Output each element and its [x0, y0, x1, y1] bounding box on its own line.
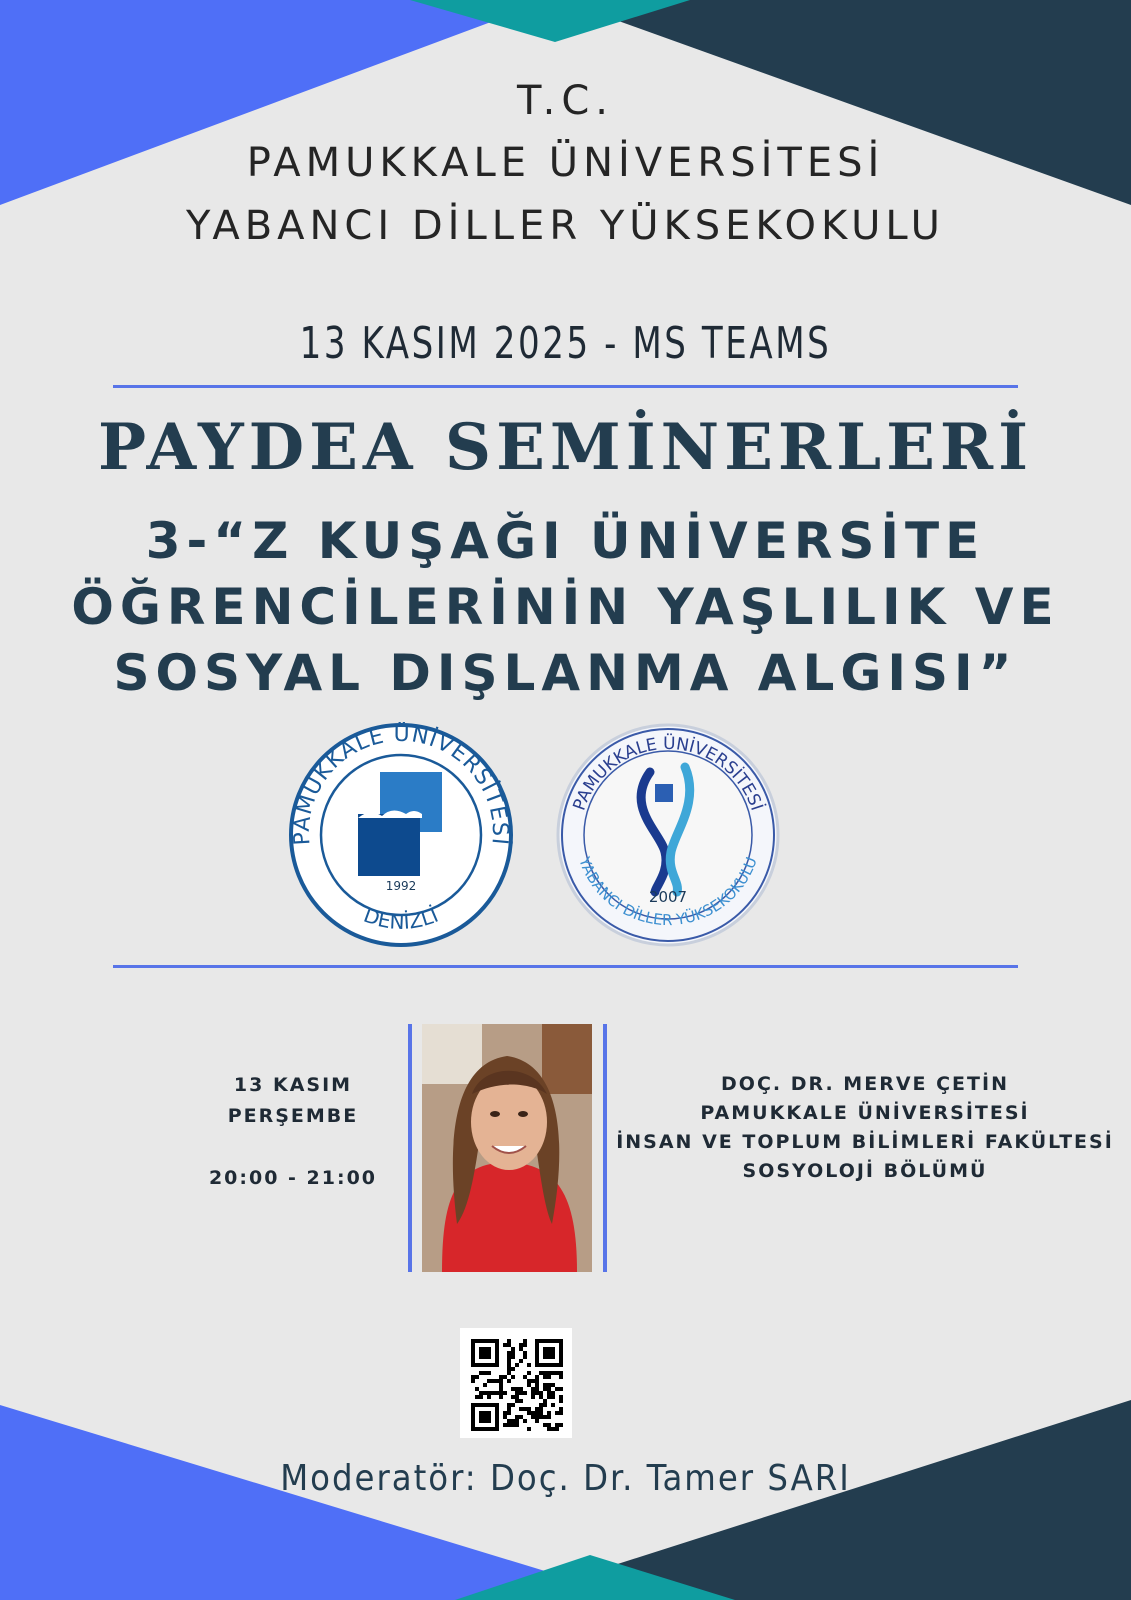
logo1-year: 1992	[385, 879, 417, 893]
speaker-block	[615, 1070, 1115, 1186]
logo2-year: 2007	[648, 888, 688, 906]
schedule-block	[188, 1070, 398, 1194]
schedule-day: 13 KASIM	[233, 1074, 353, 1096]
series-title: PAYDEA SEMİNERLERİ	[98, 410, 1033, 485]
header-school: YABANCI DİLLER YÜKSEKOKULU	[186, 203, 945, 249]
logo1-ring-text: PAMUKKALE ÜNİVERSİTESİ	[289, 722, 513, 847]
speaker-name: DOÇ. DR. MERVE ÇETİN	[721, 1073, 1009, 1095]
schedule-weekday: PERŞEMBE	[227, 1105, 359, 1127]
divider-bottom	[113, 965, 1018, 968]
speaker-university: PAMUKKALE ÜNİVERSİTESİ	[700, 1102, 1030, 1124]
header-university: PAMUKKALE ÜNİVERSİTESİ	[246, 140, 885, 186]
seminar-title-line-1: 3-“Z KUŞAĞI ÜNİVERSİTE	[145, 512, 986, 570]
schedule-time: 20:00 - 21:00	[208, 1167, 378, 1189]
divider-top	[113, 385, 1018, 388]
logo2-ring-top: PAMUKKALE ÜNİVERSİTESİ	[569, 733, 767, 814]
speaker-photo	[422, 1024, 592, 1272]
seminar-title-line-2: ÖĞRENCİLERİNİN YAŞLILIK VE	[71, 578, 1060, 636]
speaker-faculty: İNSAN VE TOPLUM BİLİMLERİ FAKÜLTESİ	[616, 1131, 1114, 1153]
seminar-title-line-3: SOSYAL DIŞLANMA ALGISI”	[113, 644, 1018, 702]
moderator-line: Moderatör: Doç. Dr. Tamer SARI	[280, 1458, 851, 1499]
foreign-languages-school-logo	[555, 722, 781, 948]
speaker-department: SOSYOLOJİ BÖLÜMÜ	[742, 1160, 988, 1182]
header-tc: T.C.	[516, 78, 615, 124]
qr-code[interactable]	[460, 1328, 572, 1438]
pamukkale-university-logo	[288, 722, 514, 948]
logo2-ring-bottom: YABANCI DİLLER YÜKSEKOKULU	[575, 854, 761, 930]
event-dateline: 13 KASIM 2025 - MS TEAMS	[299, 318, 832, 369]
photo-right-bar	[603, 1024, 607, 1272]
photo-left-bar	[408, 1024, 412, 1272]
logo1-city-text: DENİZLİ	[360, 902, 442, 935]
